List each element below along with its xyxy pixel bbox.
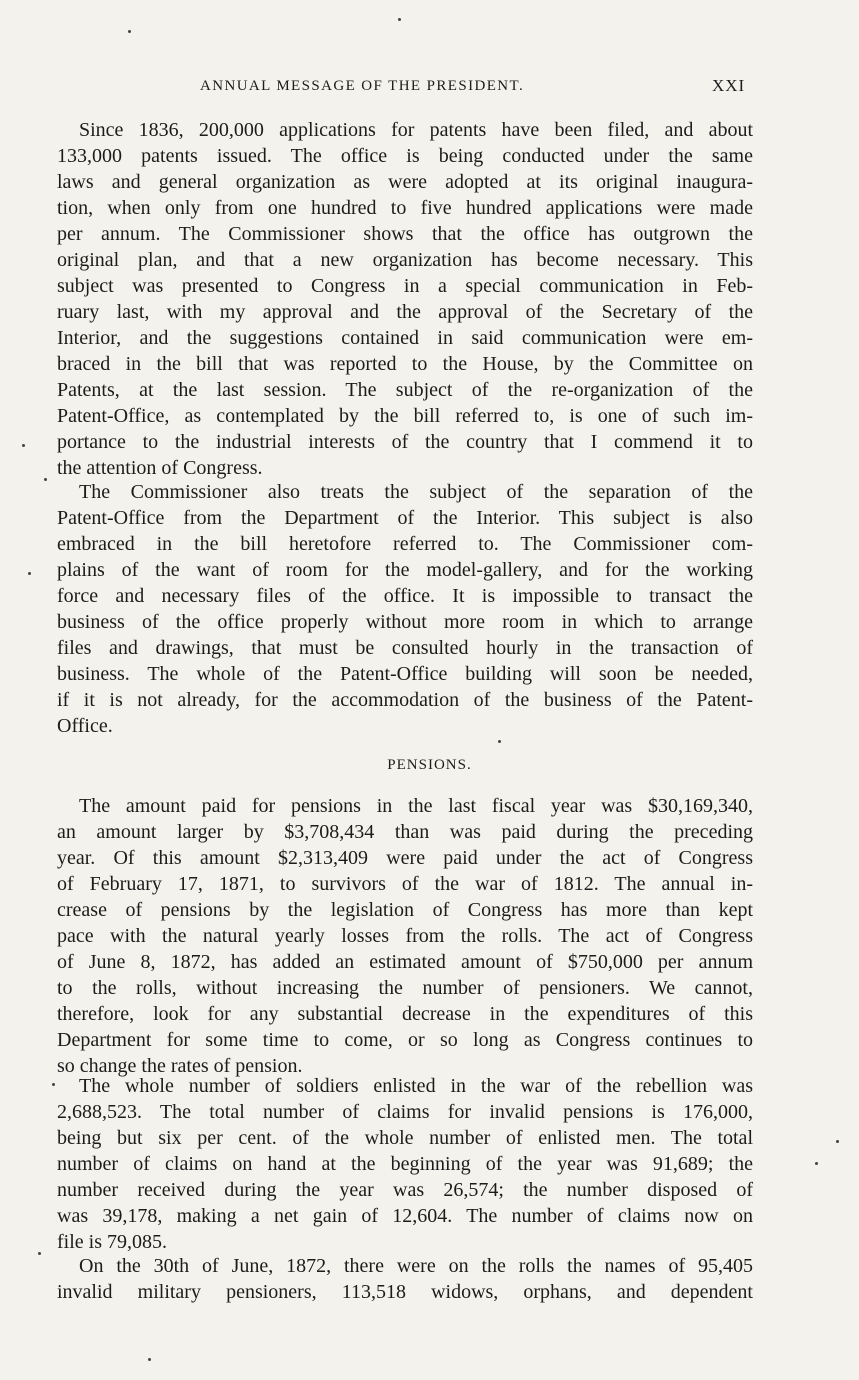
scan-speck (128, 30, 131, 33)
text-line: of February 17, 1871, to survivors of the war of 1812. The annual in- (57, 873, 753, 895)
text-line: year. Of this amount $2,313,409 were paid under the act of Congress (57, 847, 753, 869)
text-line: original plan, and that a new organization has become necessary. This (57, 249, 753, 271)
text-line: the attention of Congress. (57, 457, 263, 479)
text-line: 133,000 patents issued. The office is being conducted under the same (57, 145, 753, 167)
paragraph-rolls-names (57, 1253, 753, 1305)
scan-speck (22, 444, 25, 447)
paragraph-patent-office-separation (57, 479, 753, 739)
text-line: crease of pensions by the legislation of Congress has more than kept (57, 899, 753, 921)
text-line: The amount paid for pensions in the last fiscal year was $30,169,340, (79, 795, 753, 817)
text-line: force and necessary files of the office. It is impossible to transact the (57, 585, 753, 607)
text-line: was 39,178, making a net gain of 12,604. The number of claims now on (57, 1205, 753, 1227)
text-line: Office. (57, 715, 113, 737)
text-line: per annum. The Commissioner shows that the office has outgrown the (57, 223, 753, 245)
text-line: Since 1836, 200,000 applications for patents have been filed, and about (79, 119, 753, 141)
scan-speck (28, 572, 31, 575)
text-line: The Commissioner also treats the subject of the separation of the (79, 481, 753, 503)
text-line: ruary last, with my approval and the approval of the Secretary of the (57, 301, 753, 323)
text-line: Patent-Office, as contemplated by the bill referred to, is one of such im- (57, 405, 753, 427)
section-heading-pensions: PENSIONS. (387, 757, 472, 773)
text-line: so change the rates of pension. (57, 1055, 303, 1077)
text-line: number received during the year was 26,574; the number disposed of (57, 1179, 753, 1201)
text-line: invalid military pensioners, 113,518 widows, orphans, and dependent (57, 1281, 753, 1303)
scan-speck (836, 1140, 839, 1143)
text-line: of June 8, 1872, has added an estimated amount of $750,000 per annum (57, 951, 753, 973)
scan-speck (148, 1358, 151, 1361)
text-line: therefore, look for any substantial decrease in the expenditures of this (57, 1003, 753, 1025)
text-line: Patent-Office from the Department of the Interior. This subject is also (57, 507, 753, 529)
text-line: 2,688,523. The total number of claims for invalid pensions is 176,000, (57, 1101, 753, 1123)
text-line: The whole number of soldiers enlisted in the war of the rebellion was (79, 1075, 753, 1097)
text-line: embraced in the bill heretofore referred to. The Commissioner com- (57, 533, 753, 555)
text-line: Patents, at the last session. The subject of the re-organization of the (57, 379, 753, 401)
running-title: ANNUAL MESSAGE OF THE PRESIDENT. (200, 78, 525, 94)
text-line: subject was presented to Congress in a special communication in Feb- (57, 275, 753, 297)
text-line: Interior, and the suggestions contained in said communication were em- (57, 327, 753, 349)
text-line: braced in the bill that was reported to the House, by the Committee on (57, 353, 753, 375)
text-line: to the rolls, without increasing the number of pensioners. We cannot, (57, 977, 753, 999)
text-line: Department for some time to come, or so long as Congress continues to (57, 1029, 753, 1051)
paragraph-pension-amounts (57, 793, 753, 1079)
text-line: if it is not already, for the accommodation of the business of the Patent- (57, 689, 753, 711)
text-line: On the 30th of June, 1872, there were on the rolls the names of 95,405 (79, 1255, 753, 1277)
paragraph-patents-applications (57, 117, 753, 481)
scan-speck (498, 740, 501, 743)
text-line: pace with the natural yearly losses from the rolls. The act of Congress (57, 925, 753, 947)
text-line: portance to the industrial interests of the country that I commend it to (57, 431, 753, 453)
scan-speck (398, 18, 401, 21)
text-line: business. The whole of the Patent-Office building will soon be needed, (57, 663, 753, 685)
text-line: tion, when only from one hundred to five hundred applications were made (57, 197, 753, 219)
text-line: number of claims on hand at the beginning of the year was 91,689; the (57, 1153, 753, 1175)
scan-speck (52, 1083, 55, 1086)
text-line: being but six per cent. of the whole number of enlisted men. The total (57, 1127, 753, 1149)
text-line: an amount larger by $3,708,434 than was paid during the preceding (57, 821, 753, 843)
text-line: business of the office properly without more room in which to arrange (57, 611, 753, 633)
scan-speck (44, 478, 47, 481)
text-line: laws and general organization as were adopted at its original inaugura- (57, 171, 753, 193)
text-line: file is 79,085. (57, 1231, 167, 1253)
text-line: files and drawings, that must be consulted hourly in the transaction of (57, 637, 753, 659)
paragraph-soldiers-claims (57, 1073, 753, 1255)
scan-speck (38, 1252, 41, 1255)
page-number: XXI (712, 76, 746, 95)
scan-speck (815, 1162, 818, 1165)
text-line: plains of the want of room for the model-gallery, and for the working (57, 559, 753, 581)
